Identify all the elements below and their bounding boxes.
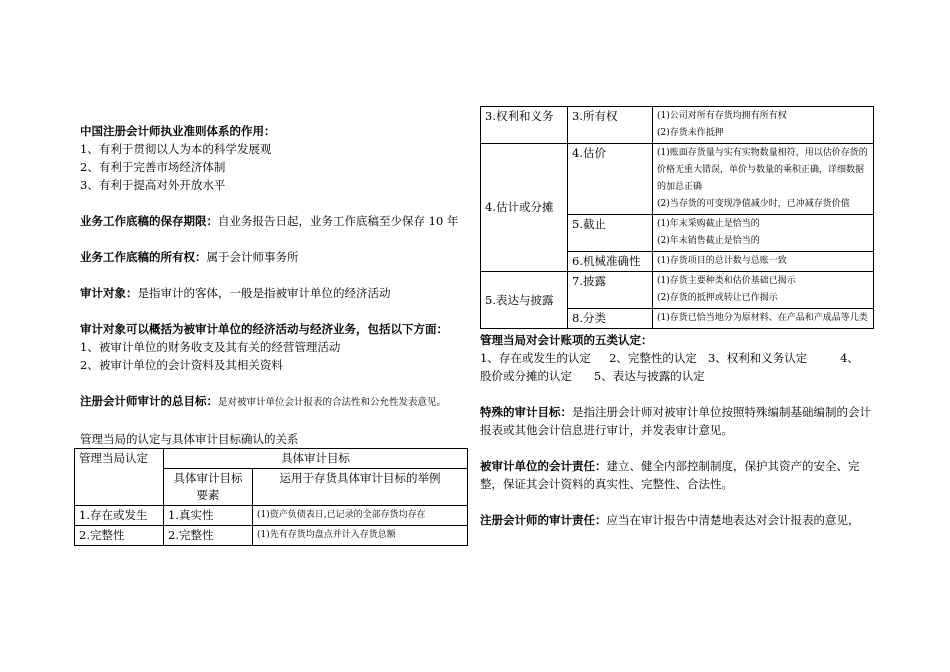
cpa-responsibility-text: 应当在审计报告中清楚地表达对会计报表的意见， xyxy=(606,513,860,527)
assertion-objective-table xyxy=(74,448,468,546)
table-row xyxy=(481,107,874,144)
cell-line: (2)当存货的可变现净值减少时，已冲减存货价值 xyxy=(657,199,850,209)
role-item-3: 3、有利于提高对外开放水平 xyxy=(80,178,226,192)
table-row xyxy=(481,144,874,215)
summary-title: 审计对象可以概括为被审计单位的经济活动与经济业务，包括以下方面： xyxy=(80,322,448,336)
table-cell xyxy=(653,144,874,215)
special-objective-paragraph xyxy=(480,403,878,439)
five-assertions-line-2: 股价或分摊的认定 5、表达与披露的认定 xyxy=(480,369,705,383)
cell-line: (1)存货主要种类和估价基础已揭示 xyxy=(657,276,796,286)
goal-paragraph xyxy=(80,392,472,412)
role-item-1: 1、有利于贯彻以人为本的科学发展观 xyxy=(80,142,272,156)
table-cell: 5.截止 xyxy=(568,215,653,252)
goal-text: 是对被审计单位会计报表的合法性和公允性发表意见。 xyxy=(218,397,447,408)
table-cell: 8.分类 xyxy=(568,309,653,329)
five-assertions-line-1: 1、存在或发生的认定 2、完整性的认定 3、权利和义务认定 4、 xyxy=(480,351,859,365)
table-cell: 5.表达与披露 xyxy=(481,272,568,329)
entity-responsibility-paragraph xyxy=(480,457,878,493)
cell-line: (1)年末采购截止是恰当的 xyxy=(657,219,760,229)
table-cell: (1)存货已恰当地分为原材料、在产品和产成品等几类 xyxy=(653,309,874,329)
table-caption: 管理当局的认定与具体审计目标确认的关系 xyxy=(80,432,299,446)
table-cell: 4.估价 xyxy=(568,144,653,215)
table-cell xyxy=(653,272,874,309)
ownership-label: 业务工作底稿的所有权： xyxy=(80,250,207,264)
cpa-responsibility-paragraph xyxy=(480,511,878,529)
entity-responsibility-label: 被审计单位的会计责任： xyxy=(480,459,607,473)
table-row xyxy=(75,526,468,546)
table-cell: (1)存货项目的总计数与总账一致 xyxy=(653,252,874,272)
table-header-assertion: 管理当局认定 xyxy=(75,449,164,506)
cell-line: (2)存货未作抵押 xyxy=(657,128,724,138)
object-label: 审计对象： xyxy=(80,286,138,300)
table-cell xyxy=(653,215,874,252)
role-title: 中国注册会计师执业准则体系的作用： xyxy=(80,124,276,138)
object-paragraph xyxy=(80,284,472,302)
table-header-example: 运用于存货具体审计目标的举例 xyxy=(253,469,468,506)
cell-line: (1)公司对所有存货均拥有所有权 xyxy=(657,111,787,121)
summary-item-2: 2、被审计单位的会计资料及其相关资料 xyxy=(80,358,283,372)
retention-paragraph xyxy=(80,212,472,230)
table-cell: 2.完整性 xyxy=(164,526,253,546)
table-header-element: 具体审计目标要素 xyxy=(164,469,253,506)
left-column xyxy=(80,122,472,546)
table-cell: 1.存在或发生 xyxy=(75,506,164,526)
right-column xyxy=(480,106,878,529)
table-cell: 1.真实性 xyxy=(164,506,253,526)
special-objective-label: 特殊的审计目标： xyxy=(480,405,572,419)
retention-label: 业务工作底稿的保存期限： xyxy=(80,214,218,228)
cell-line: (2)年末销售截止是恰当的 xyxy=(657,236,760,246)
five-assertions-title: 管理当局对会计账项的五类认定： xyxy=(480,333,653,347)
entity-responsibility-text: 建立、健全内部控制制度，保护其资产的安全、完整，保证其会计资料的真实性、完整性、合法性。 xyxy=(480,459,860,491)
table-cell xyxy=(653,107,874,144)
table-header-objective: 具体审计目标 xyxy=(164,449,468,469)
table-cell: 3.所有权 xyxy=(568,107,653,144)
ownership-text: 属于会计师事务所 xyxy=(206,250,299,264)
table-cell: 3.权利和义务 xyxy=(481,107,568,144)
special-objective-text: 是指注册会计师对被审计单位按照特殊编制基础编制的会计报表或其他会计信息进行审计，并发表审计意见。 xyxy=(480,405,871,437)
role-item-2: 2、有利于完善市场经济体制 xyxy=(80,160,226,174)
table-cell: (1)资产负债表日,已记录的全部存货均存在 xyxy=(253,506,468,526)
table-cell: 4.估计或分摊 xyxy=(481,144,568,272)
table-cell: (1)先有存货均盘点并计入存货总额 xyxy=(253,526,468,546)
table-cell: 7.披露 xyxy=(568,272,653,309)
cpa-responsibility-label: 注册会计师的审计责任： xyxy=(480,513,607,527)
table-row xyxy=(481,272,874,309)
ownership-paragraph xyxy=(80,248,472,266)
retention-text: 自业务报告日起，业务工作底稿至少保存 10 年 xyxy=(218,214,459,228)
summary-item-1: 1、被审计单位的财务收支及其有关的经营管理活动 xyxy=(80,340,341,354)
goal-label: 注册会计师审计的总目标： xyxy=(80,394,218,408)
table-cell: 2.完整性 xyxy=(75,526,164,546)
assertion-objective-table-continued xyxy=(480,106,874,329)
cell-line: (1)账面存货量与实有实物数量相符，用以估价存货的价格无重大错误，单价与数量的乘积正确，详细数据的加总正确 xyxy=(657,148,868,192)
object-text: 是指审计的客体，一般是指被审计单位的经济活动 xyxy=(137,286,391,300)
table-cell: 6.机械准确性 xyxy=(568,252,653,272)
cell-line: (2)存货的抵押或转让已作揭示 xyxy=(657,293,778,303)
table-row xyxy=(75,506,468,526)
